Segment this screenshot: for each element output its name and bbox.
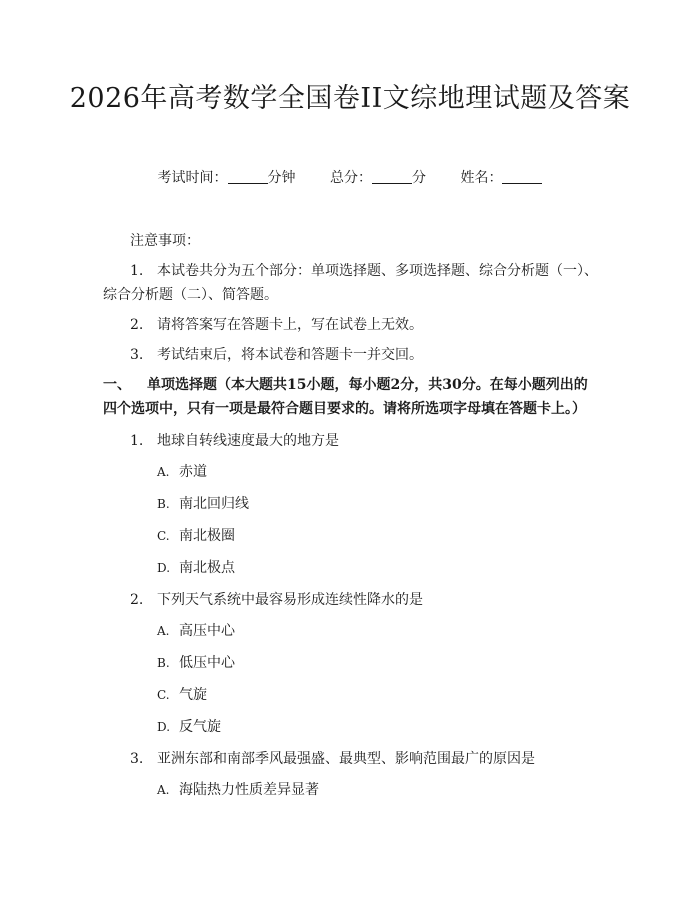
question-2-option-a[interactable] <box>157 620 235 642</box>
option-text: 低压中心 <box>179 655 235 671</box>
notice-heading: 注意事项： <box>130 233 200 249</box>
option-label: A. <box>157 783 170 797</box>
section-number: 一、 <box>103 377 131 393</box>
option-text: 反气旋 <box>179 719 221 735</box>
option-text: 南北极圈 <box>179 528 235 544</box>
notice-item-number: 3. <box>130 347 144 363</box>
notice-item-text: 本试卷共分为五个部分：单项选择题、多项选择题、综合分析题（一）、综合分析题（二）、简答题。 <box>103 263 598 303</box>
option-text: 赤道 <box>179 464 207 480</box>
exam-info-line <box>0 167 700 189</box>
option-text: 南北回归线 <box>179 496 249 512</box>
question-3 <box>130 748 535 770</box>
notice-item-text: 请将答案写在答题卡上，写在试卷上无效。 <box>157 317 423 333</box>
option-label: C. <box>157 688 170 702</box>
question-2-option-c[interactable] <box>157 684 207 706</box>
question-number: 3. <box>130 751 144 767</box>
notice-item-number: 2. <box>130 317 144 333</box>
question-2-option-d[interactable] <box>157 716 221 738</box>
question-number: 2. <box>130 592 144 608</box>
option-text: 气旋 <box>179 687 207 703</box>
exam-time-field <box>158 167 296 189</box>
option-label: C. <box>157 529 170 543</box>
total-score-label: 总分： <box>330 170 372 186</box>
section-text: 单项选择题（本大题共15小题，每小题2分，共30分。在每小题列出的四个选项中，只有一项是最符合题目要求的。请将所选项字母填在答题卡上。） <box>103 377 588 417</box>
option-text: 海陆热力性质差异显著 <box>179 782 319 798</box>
name-label: 姓名： <box>460 170 503 186</box>
question-1-option-d[interactable] <box>157 557 235 579</box>
question-2-option-b[interactable] <box>157 652 235 674</box>
option-label: B. <box>157 656 170 670</box>
total-score-field <box>330 167 426 189</box>
option-label: A. <box>157 465 170 479</box>
notice-item-2 <box>103 313 600 337</box>
question-1 <box>130 430 339 452</box>
name-blank <box>502 169 542 184</box>
name-field <box>460 167 542 189</box>
option-label: B. <box>157 497 170 511</box>
option-label: A. <box>157 624 170 638</box>
question-text: 地球自转线速度最大的地方是 <box>157 433 339 449</box>
question-1-option-b[interactable] <box>157 493 249 515</box>
notice-item-3 <box>103 343 600 367</box>
page-title: 2026年高考数学全国卷II文综地理试题及答案 <box>69 83 631 114</box>
question-text: 亚洲东部和南部季风最强盛、最典型、影响范围最广的原因是 <box>157 751 535 767</box>
exam-time-label: 考试时间： <box>157 170 228 186</box>
option-text: 南北极点 <box>179 560 235 576</box>
question-3-option-a[interactable] <box>157 779 319 801</box>
notice-item-1 <box>103 259 600 307</box>
exam-time-blank <box>228 169 268 184</box>
question-1-option-c[interactable] <box>157 525 235 547</box>
notice-item-text: 考试结束后，将本试卷和答题卡一并交回。 <box>157 347 423 363</box>
question-number: 1. <box>130 433 144 449</box>
exam-time-unit: 分钟 <box>267 170 296 186</box>
notice-item-number: 1. <box>130 263 144 279</box>
question-1-option-a[interactable] <box>157 461 207 483</box>
option-label: D. <box>157 561 171 575</box>
option-label: D. <box>157 720 171 734</box>
total-score-unit: 分 <box>412 170 426 186</box>
total-score-blank <box>372 169 412 184</box>
question-2 <box>130 589 423 611</box>
question-text: 下列天气系统中最容易形成连续性降水的是 <box>157 592 423 608</box>
option-text: 高压中心 <box>179 623 235 639</box>
section-heading <box>103 373 600 421</box>
